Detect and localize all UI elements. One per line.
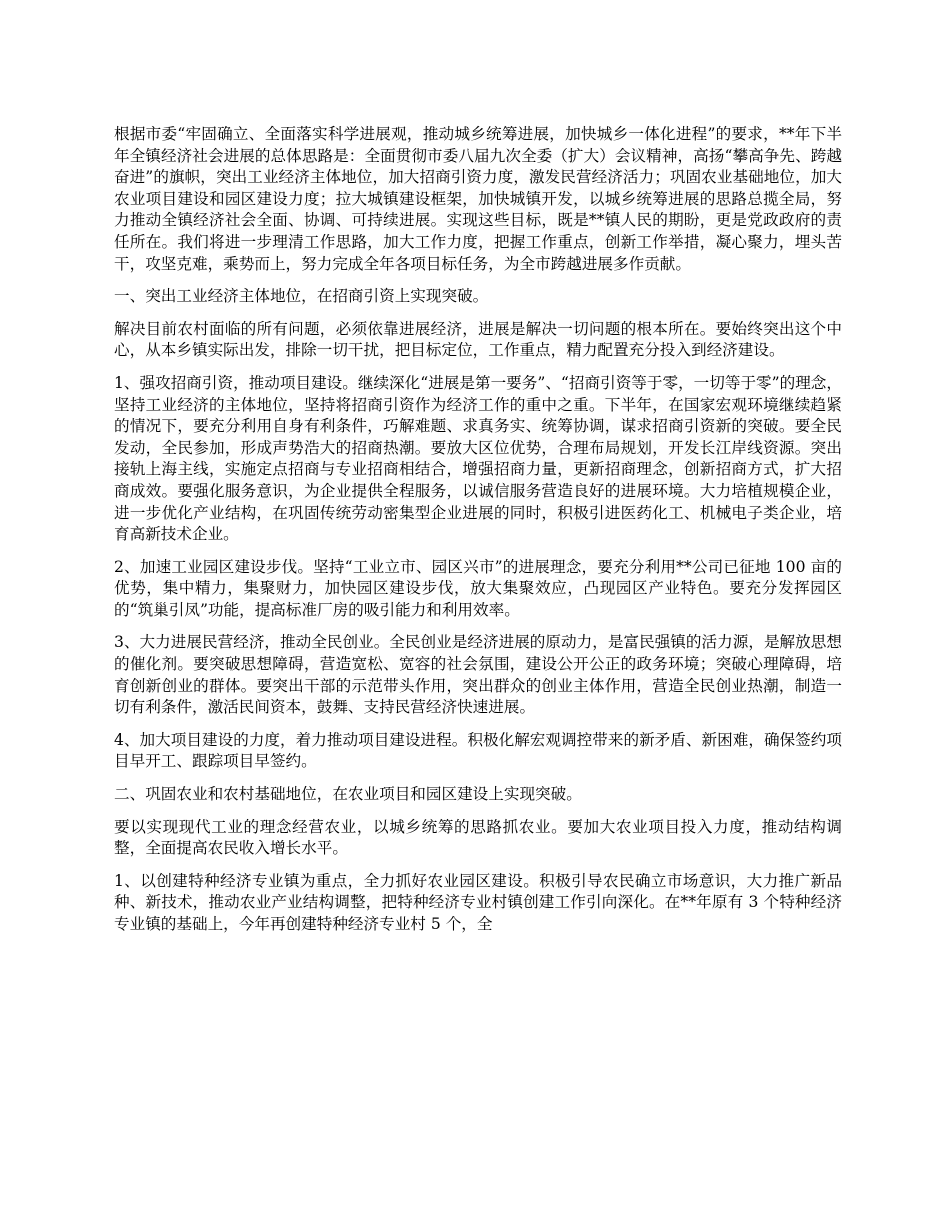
item-investment-paragraph: 1、强攻招商引资，推动项目建设。继续深化“进展是第一要务”、“招商引资等于零，一切等于零”的理念，坚持工业经济的主体地位，坚持将招商引资作为经济工作的重中之重。下半年，在国家宏观环境继续趋紧的情况下，要充分利用自身有利条件，巧解难题、求真务实、统筹协调，谋求招商引资新的突破。要全民发动，全民参加，形成声势浩大的招商热潮。要放大区位优势，合理布局规划，开发长江岸线资源。突出接轨上海主线，实施定点招商与专业招商相结合，增强招商力量，更新招商理念，创新招商方式，扩大招商成效。要强化服务意识，为企业提供全程服务，以诚信服务营造良好的进展环境。大力培植规模企业，进一步优化产业结构，在巩固传统劳动密集型企业进展的同时，积极引进医药化工、机械电子类企业，培育高新技术企业。	[114, 373, 842, 544]
section-heading-agriculture: 二、巩固农业和农村基础地位，在农业项目和园区建设上实现突破。	[114, 785, 582, 804]
item-private-economy-paragraph: 3、大力进展民营经济，推动全民创业。全民创业是经济进展的原动力，是富民强镇的活力源，是解放思想的催化剂。要突破思想障碍，营造宽松、宽容的社会氛围，建设公开公正的政务环境；突破心理障碍，培育创新创业的群体。要突出干部的示范带头作用，突出群众的创业主体作用，营造全民创业热潮，制造一切有利条件，激活民间资本，鼓舞、支持民营经济快速进展。	[114, 633, 842, 717]
section-heading-industry: 一、突出工业经济主体地位，在招商引资上实现突破。	[114, 287, 489, 306]
agriculture-intro-paragraph: 要以实现现代工业的理念经营农业，以城乡统筹的思路抓农业。要加大农业项目投入力度，推动结构调整，全面提高农民收入增长水平。	[114, 817, 842, 858]
section-intro-paragraph: 解决目前农村面临的所有问题，必须依靠进展经济，进展是解决一切问题的根本所在。要始终突出这个中心，从本乡镇实际出发，排除一切干扰，把目标定位，工作重点，精力配置充分投入到经济建设。	[114, 319, 842, 360]
item-industrial-park-paragraph: 2、加速工业园区建设步伐。坚持“工业立市、园区兴市”的进展理念，要充分利用**公司已征地 100 亩的优势，集中精力，集聚财力，加快园区建设步伐，放大集聚效应，凸现园区产业特色。要充分发挥园区的“筑巢引凤”功能，提高标准厂房的吸引能力和利用效率。	[114, 557, 842, 619]
intro-paragraph: 根据市委“牢固确立、全面落实科学进展观，推动城乡统筹进展，加快城乡一体化进程”的要求，**年下半年全镇经济社会进展的总体思路是：全面贯彻市委八届九次全委（扩大）会议精神，高扬“攀高争先、跨越奋进”的旗帜，突出工业经济主体地位，加大招商引资力度，激发民营经济活力；巩固农业基础地位，加大农业项目建设和园区建设力度；拉大城镇建设框架，加快城镇开发，以城乡统筹进展的思路总揽全局，努力推动全镇经济社会全面、协调、可持续进展。实现这些目标，既是**镇人民的期盼，更是党政政府的责任所在。我们将进一步理清工作思路，加大工作力度，把握工作重点，创新工作举措，凝心聚力，埋头苦干，攻坚克难，乘势而上，努力完成全年各项目标任务，为全市跨越进展多作贡献。	[114, 125, 842, 273]
item-project-construction-paragraph: 4、加大项目建设的力度，着力推动项目建设进程。积极化解宏观调控带来的新矛盾、新困难，确保签约项目早开工、跟踪项目早签约。	[114, 730, 842, 771]
document-body	[114, 124, 842, 947]
item-special-economy-paragraph: 1、以创建特种经济专业镇为重点，全力抓好农业园区建设。积极引导农民确立市场意识，大力推广新品种、新技术，推动农业产业结构调整，把特种经济专业村镇创建工作引向深化。在**年原有 3 个特种经济专业镇的基础上，今年再创建特种经济专业村 5 个，全	[114, 871, 842, 933]
